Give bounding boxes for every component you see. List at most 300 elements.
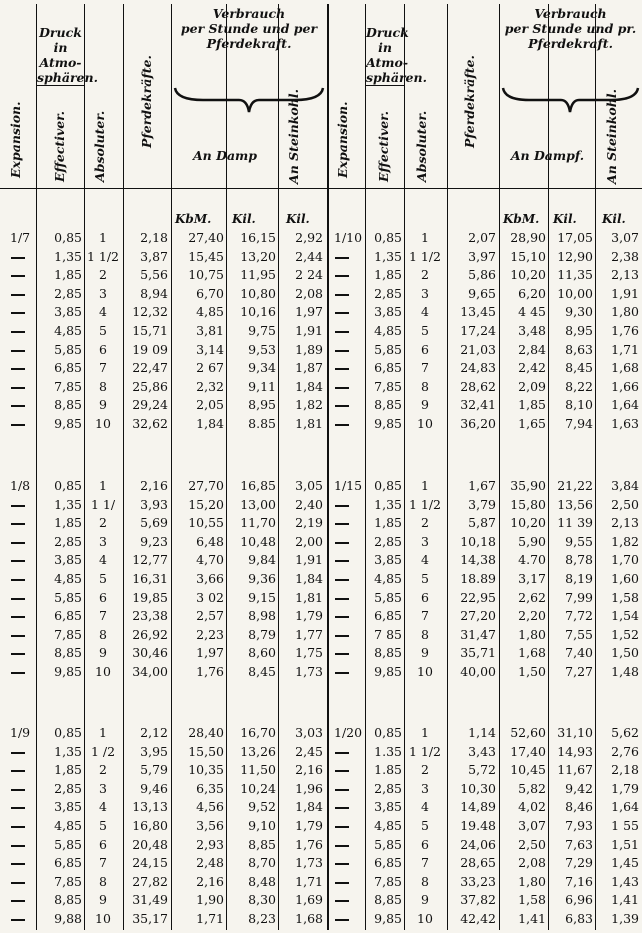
table-cell: 9,10 <box>248 818 276 833</box>
table-cell: 8 <box>421 873 429 889</box>
table-cell: 9,15 <box>248 589 276 605</box>
table-cell: 3,85 <box>54 799 82 815</box>
table-cell: 8 <box>421 626 429 642</box>
table-cell: 8,63 <box>565 341 593 357</box>
ditto-dash <box>335 312 349 314</box>
table-cell: 2,00 <box>295 533 323 549</box>
table-cell: 1,48 <box>611 664 639 679</box>
table-cell: 7,85 <box>54 873 82 889</box>
expansion-ratio: 1/9 <box>10 725 31 740</box>
table-cell: 5 <box>421 818 429 833</box>
table-cell: 2,12 <box>140 725 168 740</box>
table-cell: 10,24 <box>240 780 276 796</box>
table-cell: 11,35 <box>557 267 593 283</box>
table-cell: 1,85 <box>54 515 82 531</box>
table-cell: 31,49 <box>132 892 168 908</box>
table-cell: 7,16 <box>565 873 593 889</box>
table-cell: 1.35 <box>374 743 402 759</box>
expansion-ratio: 1/20 <box>334 725 363 740</box>
table-cell: 2,85 <box>54 780 82 796</box>
table-cell: 3,48 <box>518 323 546 338</box>
table-cell: 5 <box>99 571 107 586</box>
verbrauch-line: Pferdekraft. <box>206 36 292 51</box>
table-cell: 2,76 <box>611 743 639 759</box>
table-cell: 4,85 <box>54 571 82 586</box>
table-cell: 11,67 <box>557 762 593 778</box>
table-cell: 6 <box>421 836 429 852</box>
table-cell: 8,78 <box>565 552 593 568</box>
table-cell: 33,23 <box>460 873 496 889</box>
table-cell: 3 <box>99 533 107 549</box>
table-cell: 5,62 <box>611 725 639 740</box>
table-cell: 1,60 <box>611 571 639 586</box>
table-cell: 1,58 <box>611 589 639 605</box>
table-cell: 4 <box>421 304 429 320</box>
ditto-dash <box>335 579 349 581</box>
table-cell: 4,70 <box>196 552 224 568</box>
table-cell: 24,83 <box>460 360 496 376</box>
table-cell: 19 09 <box>132 341 168 357</box>
ditto-dash <box>11 845 25 847</box>
table-cell: 7,27 <box>565 664 593 679</box>
table-cell: 12,90 <box>557 248 593 264</box>
table-cell: 35,17 <box>132 911 168 926</box>
table-cell: 3,85 <box>54 552 82 568</box>
table-cell: 1,35 <box>54 248 82 264</box>
table-cell: 8,85 <box>54 645 82 661</box>
rule-v <box>84 4 85 930</box>
table-cell: 9,46 <box>140 780 168 796</box>
table-cell: 2,13 <box>611 515 639 531</box>
table-cell: 1,54 <box>611 608 639 624</box>
ditto-dash <box>335 882 349 884</box>
header-pferdekraefte-left: Pferdekräfte. <box>139 55 154 148</box>
table-cell: 7 <box>99 855 107 871</box>
table-cell: 2,84 <box>518 341 546 357</box>
table-cell: 2 24 <box>295 267 323 283</box>
table-cell: 2,16 <box>196 873 224 889</box>
table-cell: 2,93 <box>196 836 224 852</box>
header-verbrauch-right <box>499 6 642 51</box>
table-cell: 9 <box>99 397 107 413</box>
druck-line: Druck <box>366 25 409 40</box>
table-cell: 1,76 <box>611 323 639 338</box>
table-cell: 2,18 <box>140 230 168 245</box>
table-cell: 12,77 <box>132 552 168 568</box>
header-expansion-left: Expansion. <box>8 101 23 178</box>
table-cell: 2,16 <box>295 762 323 778</box>
table-cell: 6 <box>421 341 429 357</box>
table-cell: 19,85 <box>132 589 168 605</box>
table-cell: 35,90 <box>510 478 546 493</box>
table-cell: 1,91 <box>611 285 639 301</box>
table-cell: 1,82 <box>611 533 639 549</box>
table-cell: 1,79 <box>295 818 323 833</box>
druck-line: Druck <box>39 25 82 40</box>
ditto-dash <box>335 863 349 865</box>
table-cell: 5,85 <box>54 589 82 605</box>
table-cell: 2 <box>99 762 107 778</box>
table-cell: 2,16 <box>140 478 168 493</box>
table-cell: 25,86 <box>132 378 168 394</box>
table-cell: 11 39 <box>557 515 593 531</box>
table-cell: 7,29 <box>565 855 593 871</box>
table-cell: 2,85 <box>54 533 82 549</box>
table-cell: 4.70 <box>518 552 546 568</box>
table-cell: 1,41 <box>518 911 546 926</box>
ditto-dash <box>11 312 25 314</box>
table-cell: 28,90 <box>510 230 546 245</box>
table-cell: 7 <box>99 360 107 376</box>
table-cell: 9,36 <box>248 571 276 586</box>
table-cell: 1,14 <box>468 725 496 740</box>
ditto-dash <box>11 579 25 581</box>
table-cell: 2 <box>421 762 429 778</box>
table-cell: 35,71 <box>460 645 496 661</box>
table-cell: 1,91 <box>295 323 323 338</box>
brace-right <box>501 86 640 114</box>
table-cell: 4 <box>99 552 107 568</box>
table-cell: 1,75 <box>295 645 323 661</box>
table-cell: 9,85 <box>374 416 402 431</box>
table-cell: 8,95 <box>248 397 276 413</box>
ditto-dash <box>11 616 25 618</box>
table-cell: 3,07 <box>611 230 639 245</box>
table-cell: 1,66 <box>611 378 639 394</box>
table-cell: 6,85 <box>54 608 82 624</box>
table-cell: 5,90 <box>518 533 546 549</box>
table-cell: 7 <box>421 360 429 376</box>
table-cell: 10,55 <box>188 515 224 531</box>
table-cell: 8,60 <box>248 645 276 661</box>
table-cell: 0,85 <box>54 230 82 245</box>
table-cell: 2 <box>99 515 107 531</box>
table-cell: 1,77 <box>295 626 323 642</box>
table-cell: 1,35 <box>54 496 82 512</box>
table-cell: 28,62 <box>460 378 496 394</box>
table-cell: 2 <box>421 515 429 531</box>
ditto-dash <box>335 350 349 352</box>
table-cell: 1,85 <box>54 267 82 283</box>
table-cell: 6,96 <box>565 892 593 908</box>
table-cell: 5,87 <box>468 515 496 531</box>
table-cell: 2,38 <box>611 248 639 264</box>
ditto-dash <box>335 807 349 809</box>
header-pferdekraefte-right: Pferdekräfte. <box>462 55 477 148</box>
table-cell: 19.48 <box>460 818 496 833</box>
table-cell: 3,97 <box>468 248 496 264</box>
table-cell: 17,24 <box>460 323 496 338</box>
table-cell: 1,64 <box>611 799 639 815</box>
table-cell: 11,50 <box>240 762 276 778</box>
table-cell: 15,45 <box>188 248 224 264</box>
table-cell: 10 <box>417 911 433 926</box>
table-cell: 3,17 <box>518 571 546 586</box>
ditto-dash <box>11 882 25 884</box>
table-cell: 3,87 <box>140 248 168 264</box>
table-cell: 1 <box>421 230 429 245</box>
table-cell: 2,85 <box>374 533 402 549</box>
table-cell: 1,85 <box>374 515 402 531</box>
table-cell: 7,85 <box>54 378 82 394</box>
table-cell: 1,68 <box>518 645 546 661</box>
ditto-dash <box>335 275 349 277</box>
table-cell: 5,79 <box>140 762 168 778</box>
table-cell: 15,71 <box>132 323 168 338</box>
expansion-ratio: 1/8 <box>10 478 31 493</box>
ditto-dash <box>335 424 349 426</box>
table-cell: 3 <box>99 285 107 301</box>
table-cell: 3,85 <box>374 799 402 815</box>
table-cell: 17,05 <box>557 230 593 245</box>
table-cell: 7,72 <box>565 608 593 624</box>
table-cell: 9,53 <box>248 341 276 357</box>
ditto-dash <box>11 752 25 754</box>
ditto-dash <box>335 598 349 600</box>
table-cell: 7,94 <box>565 416 593 431</box>
table-cell: 15,20 <box>188 496 224 512</box>
table-cell: 1,50 <box>518 664 546 679</box>
ditto-dash <box>335 331 349 333</box>
table-cell: 9,84 <box>248 552 276 568</box>
table-cell: 37,82 <box>460 892 496 908</box>
table-cell: 2,32 <box>196 378 224 394</box>
table-cell: 6,85 <box>374 360 402 376</box>
table-cell: 1,65 <box>518 416 546 431</box>
table-cell: 8 <box>99 873 107 889</box>
table-cell: 1,80 <box>611 304 639 320</box>
table-cell: 10,18 <box>460 533 496 549</box>
table-cell: 6 <box>99 589 107 605</box>
table-cell: 22,47 <box>132 360 168 376</box>
table-cell: 24,15 <box>132 855 168 871</box>
table-cell: 1,68 <box>611 360 639 376</box>
druck-line: in Atmo- <box>39 40 82 70</box>
table-cell: 1,73 <box>295 855 323 871</box>
table-cell: 8,45 <box>248 664 276 679</box>
ditto-dash <box>11 560 25 562</box>
table-cell: 5,69 <box>140 515 168 531</box>
table-cell: 13,26 <box>240 743 276 759</box>
table-cell: 15,80 <box>510 496 546 512</box>
rule-h-druck <box>365 85 404 86</box>
table-cell: 10,16 <box>240 304 276 320</box>
table-cell: 1,73 <box>295 664 323 679</box>
table-cell: 2 <box>421 267 429 283</box>
table-cell: 32,41 <box>460 397 496 413</box>
table-cell: 27,70 <box>188 478 224 493</box>
table-cell: 10,48 <box>240 533 276 549</box>
table-cell: 11,95 <box>240 267 276 283</box>
table-cell: 2,19 <box>295 515 323 531</box>
ditto-dash <box>335 919 349 921</box>
ditto-dash <box>335 505 349 507</box>
ditto-dash <box>11 598 25 600</box>
table-cell: 10,45 <box>510 762 546 778</box>
table-cell: 3,85 <box>54 304 82 320</box>
ditto-dash <box>335 826 349 828</box>
table-cell: 3,81 <box>196 323 224 338</box>
table-cell: 1,70 <box>611 552 639 568</box>
table-cell: 52,60 <box>510 725 546 740</box>
table-cell: 14,38 <box>460 552 496 568</box>
table-cell: 2,85 <box>54 285 82 301</box>
table-cell: 6 <box>99 341 107 357</box>
table-cell: 28,65 <box>460 855 496 871</box>
table-cell: 6,85 <box>374 608 402 624</box>
unit-kil-right-2: Kil. <box>602 212 626 226</box>
header-verbrauch-left <box>171 6 327 51</box>
header-druck-right <box>366 25 427 85</box>
table-cell: 2 <box>99 267 107 283</box>
table-cell: 30,46 <box>132 645 168 661</box>
table-cell: 27,20 <box>460 608 496 624</box>
table-cell: 7 <box>99 608 107 624</box>
table-cell: 1,85 <box>374 267 402 283</box>
table-cell: 31,47 <box>460 626 496 642</box>
table-cell: 8,94 <box>140 285 168 301</box>
table-cell: 5,85 <box>54 341 82 357</box>
table-cell: 4,85 <box>374 818 402 833</box>
verbrauch-line: Verbrauch <box>534 6 607 21</box>
table-cell: 0,85 <box>374 230 402 245</box>
table-cell: 7,85 <box>374 873 402 889</box>
table-cell: 32,62 <box>132 416 168 431</box>
table-cell: 4,85 <box>54 818 82 833</box>
table-cell: 9,85 <box>374 664 402 679</box>
table-cell: 8,85 <box>374 645 402 661</box>
unit-kbm-left: KbM. <box>175 212 212 226</box>
ditto-dash <box>11 505 25 507</box>
ditto-dash <box>335 294 349 296</box>
ditto-dash <box>11 770 25 772</box>
ditto-dash <box>11 635 25 637</box>
table-cell: 0,85 <box>374 478 402 493</box>
table-cell: 10 <box>95 664 111 679</box>
expansion-ratio: 1/15 <box>334 478 363 493</box>
table-cell: 5,82 <box>518 780 546 796</box>
table-cell: 6 <box>421 589 429 605</box>
table-cell: 2,09 <box>518 378 546 394</box>
table-cell: 7,63 <box>565 836 593 852</box>
table-cell: 0,85 <box>54 725 82 740</box>
verbrauch-line: Verbrauch <box>212 6 286 21</box>
table-cell: 42,42 <box>460 911 496 926</box>
table-cell: 4 <box>421 799 429 815</box>
header-absoluter-left: Absoluter. <box>92 110 107 182</box>
unit-kil-left: Kil. <box>232 212 256 226</box>
table-cell: 21,03 <box>460 341 496 357</box>
table-cell: 1,64 <box>611 397 639 413</box>
table-cell: 5,85 <box>374 589 402 605</box>
table-cell: 8,85 <box>374 397 402 413</box>
table-cell: 4 45 <box>518 304 546 320</box>
table-cell: 1,81 <box>295 589 323 605</box>
rule-v-center <box>327 4 329 930</box>
table-cell: 9 <box>99 892 107 908</box>
table-cell: 16,85 <box>240 478 276 493</box>
table-cell: 8 <box>421 378 429 394</box>
table-cell: 2,23 <box>196 626 224 642</box>
table-cell: 8,85 <box>248 836 276 852</box>
table-cell: 14,93 <box>557 743 593 759</box>
table-cell: 4,85 <box>196 304 224 320</box>
rule-h-header <box>0 188 642 189</box>
ditto-dash <box>335 387 349 389</box>
table-cell: 1,76 <box>295 836 323 852</box>
ditto-dash <box>11 350 25 352</box>
table-cell: 1 <box>99 725 107 740</box>
table-cell: 1,45 <box>611 855 639 871</box>
table-cell: 3,56 <box>196 818 224 833</box>
brace-left <box>173 86 325 114</box>
table-cell: 10 <box>417 416 433 431</box>
ditto-dash <box>335 368 349 370</box>
verbrauch-line: Pferdekraft. <box>528 36 613 51</box>
table-cell: 1,85 <box>518 397 546 413</box>
table-cell: 7 85 <box>374 626 402 642</box>
table-cell: 8,10 <box>565 397 593 413</box>
ditto-dash <box>335 560 349 562</box>
table-cell: 10 <box>417 664 433 679</box>
table-cell: 24,06 <box>460 836 496 852</box>
table-cell: 1,43 <box>611 873 639 889</box>
table-cell: 1,52 <box>611 626 639 642</box>
table-cell: 5,85 <box>54 836 82 852</box>
table-cell: 8,48 <box>248 873 276 889</box>
header-an-dampf-right: An Dampf. <box>510 148 585 163</box>
table-cell: 8 <box>99 378 107 394</box>
table-cell: 1 1/2 <box>408 248 442 264</box>
table-cell: 1 1/ <box>90 496 116 512</box>
table-cell: 1,79 <box>295 608 323 624</box>
table-cell: 29,24 <box>132 397 168 413</box>
table-cell: 1,51 <box>611 836 639 852</box>
table-cell: 10,30 <box>460 780 496 796</box>
table-cell: 12,32 <box>132 304 168 320</box>
table-cell: 1,35 <box>54 743 82 759</box>
table-cell: 7,99 <box>565 589 593 605</box>
ditto-dash <box>335 635 349 637</box>
table-cell: 20,48 <box>132 836 168 852</box>
table-cell: 10,20 <box>510 267 546 283</box>
table-cell: 8,95 <box>565 323 593 338</box>
ditto-dash <box>11 900 25 902</box>
table-cell: 8 <box>99 626 107 642</box>
table-cell: 4,56 <box>196 799 224 815</box>
ditto-dash <box>335 257 349 259</box>
table-cell: 1 <box>99 478 107 493</box>
table-cell: 9 <box>99 645 107 661</box>
table-cell: 1 <box>421 478 429 493</box>
ditto-dash <box>335 770 349 772</box>
table-cell: 10,35 <box>188 762 224 778</box>
table-cell: 3,03 <box>295 725 323 740</box>
table-cell: 21,22 <box>557 478 593 493</box>
table-cell: 9,85 <box>54 664 82 679</box>
table-cell: 1,68 <box>295 911 323 926</box>
table-cell: 3,85 <box>374 552 402 568</box>
rule-h-druck <box>36 85 84 86</box>
table-cell: 13,00 <box>240 496 276 512</box>
table-cell: 14,89 <box>460 799 496 815</box>
table-cell: 1,76 <box>196 664 224 679</box>
table-cell: 3 <box>421 780 429 796</box>
table-cell: 1 /2 <box>90 743 116 759</box>
table-cell: 9 <box>421 892 429 908</box>
table-cell: 26,92 <box>132 626 168 642</box>
ditto-dash <box>11 542 25 544</box>
